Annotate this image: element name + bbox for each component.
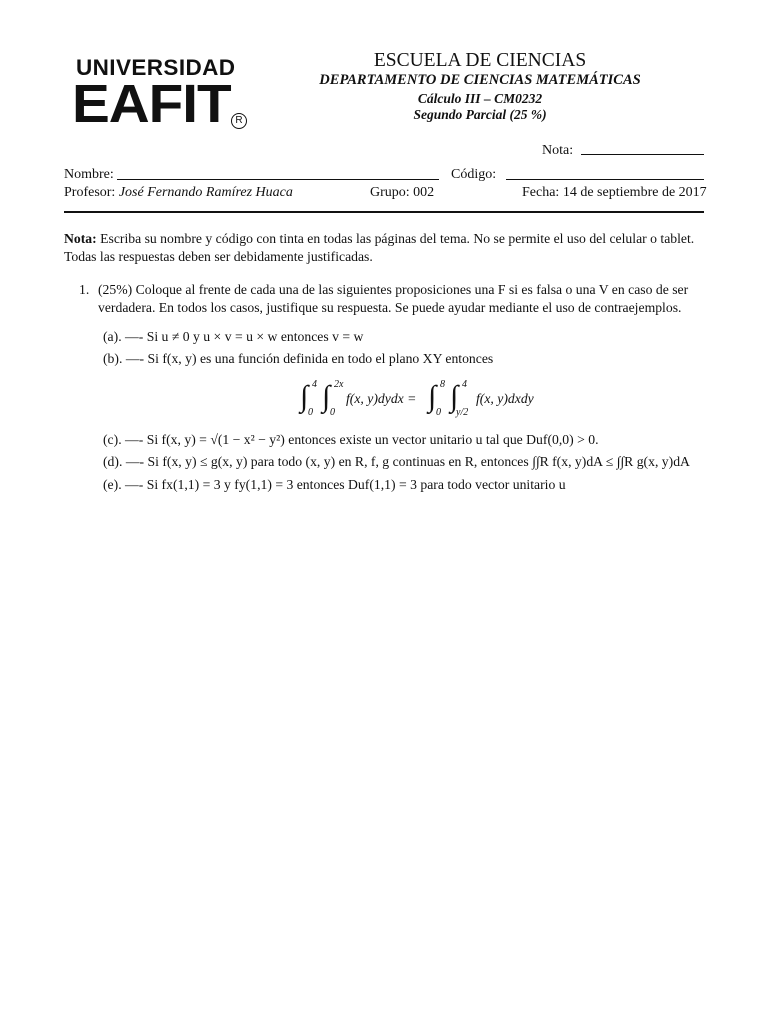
item-text: Si f(x, y) = √(1 − x² − y²) entonces existe un vector unitario u tal que Duf(0,0) > 0. (143, 432, 599, 447)
nombre-field[interactable] (117, 179, 439, 180)
item-d (103, 453, 690, 471)
integral-sign: ∫ (322, 380, 331, 413)
item-label: (e). (103, 477, 122, 492)
item-label: (a). (103, 329, 122, 344)
department-title: DEPARTAMENTO DE CIENCIAS MATEMÁTICAS (319, 72, 641, 88)
limit-upper: 8 (440, 379, 445, 390)
item-label: (b). (103, 351, 123, 366)
profesor-label: Profesor: (64, 185, 116, 200)
registered-mark-icon: R (231, 113, 247, 129)
fecha: Fecha: 14 de septiembre de 2017 (522, 185, 707, 200)
integrand-left: f(x, y)dydx = (346, 391, 417, 406)
nombre-label: Nombre: (64, 167, 114, 182)
limit-lower: 0 (308, 407, 313, 418)
nota-label: Nota: (542, 143, 574, 158)
answer-blank[interactable]: —- (125, 477, 144, 492)
question-number: 1. (79, 282, 90, 297)
limit-lower: 0 (330, 407, 335, 418)
limit-upper: 2x (334, 379, 344, 390)
codigo-field[interactable] (506, 179, 704, 180)
answer-blank[interactable]: —- (125, 432, 144, 447)
question-text (98, 281, 708, 316)
answer-blank[interactable]: —- (125, 329, 144, 344)
item-label: (c). (103, 432, 122, 447)
item-a (103, 328, 363, 346)
item-text: Si u ≠ 0 y u × v = u × w entonces v = w (143, 329, 364, 344)
nota-field[interactable] (581, 154, 704, 155)
answer-blank[interactable]: —- (125, 454, 145, 469)
codigo-label: Código: (451, 167, 497, 182)
limit-lower: y/2 (456, 407, 469, 418)
item-text: Si f(x, y) ≤ g(x, y) para todo (x, y) en R, f, g continuas en R, entonces ∫∫R f(x, y)dA ≤ ∫∫R g(x, y)dA (144, 454, 690, 469)
integral-sign: ∫ (450, 380, 459, 413)
integral-sign: ∫ (300, 380, 309, 413)
exam-title: Segundo Parcial (25 %) (413, 107, 547, 122)
note-label: Nota: (64, 231, 97, 246)
answer-blank[interactable]: —- (125, 351, 145, 366)
university-logo-main: EAFIT (72, 74, 231, 134)
question-line1: (25%) Coloque al frente de cada una de las siguientes proposiciones una F si es falsa o una V en caso de ser (98, 282, 689, 297)
school-title: ESCUELA DE CIENCIAS (373, 50, 587, 71)
limit-upper: 4 (312, 379, 317, 390)
item-c (103, 431, 599, 449)
item-e (103, 476, 566, 494)
header-rule (64, 211, 704, 213)
question-line2: verdadera. En todos los casos, justifique su respuesta. Se puede ayudar mediante el uso de contraejemplos. (98, 299, 682, 315)
profesor-name: José Fernando Ramírez Huaca (118, 185, 293, 200)
item-text: Si fx(1,1) = 3 y fy(1,1) = 3 entonces Duf(1,1) = 3 para todo vector unitario u (143, 477, 566, 492)
profesor-row (64, 184, 293, 202)
item-label: (d). (103, 454, 123, 469)
note-line1: Escriba su nombre y código con tinta en todas las páginas del tema. No se permite el uso del celular o tablet. (96, 231, 695, 246)
integral-sign: ∫ (428, 380, 437, 413)
integral-equation (300, 380, 560, 420)
item-b (103, 350, 493, 368)
instructions (64, 230, 709, 265)
integrand-right: f(x, y)dxdy (476, 391, 534, 406)
course-title: Cálculo III – CM0232 (417, 91, 543, 106)
grupo: Grupo: 002 (370, 185, 435, 200)
university-logo-top: UNIVERSIDAD (76, 55, 236, 80)
item-text: Si f(x, y) es una función definida en todo el plano XY entonces (144, 351, 494, 366)
note-line2: Todas las respuestas deben ser debidamente justificadas. (64, 248, 373, 264)
limit-lower: 0 (436, 407, 441, 418)
limit-upper: 4 (462, 379, 467, 390)
